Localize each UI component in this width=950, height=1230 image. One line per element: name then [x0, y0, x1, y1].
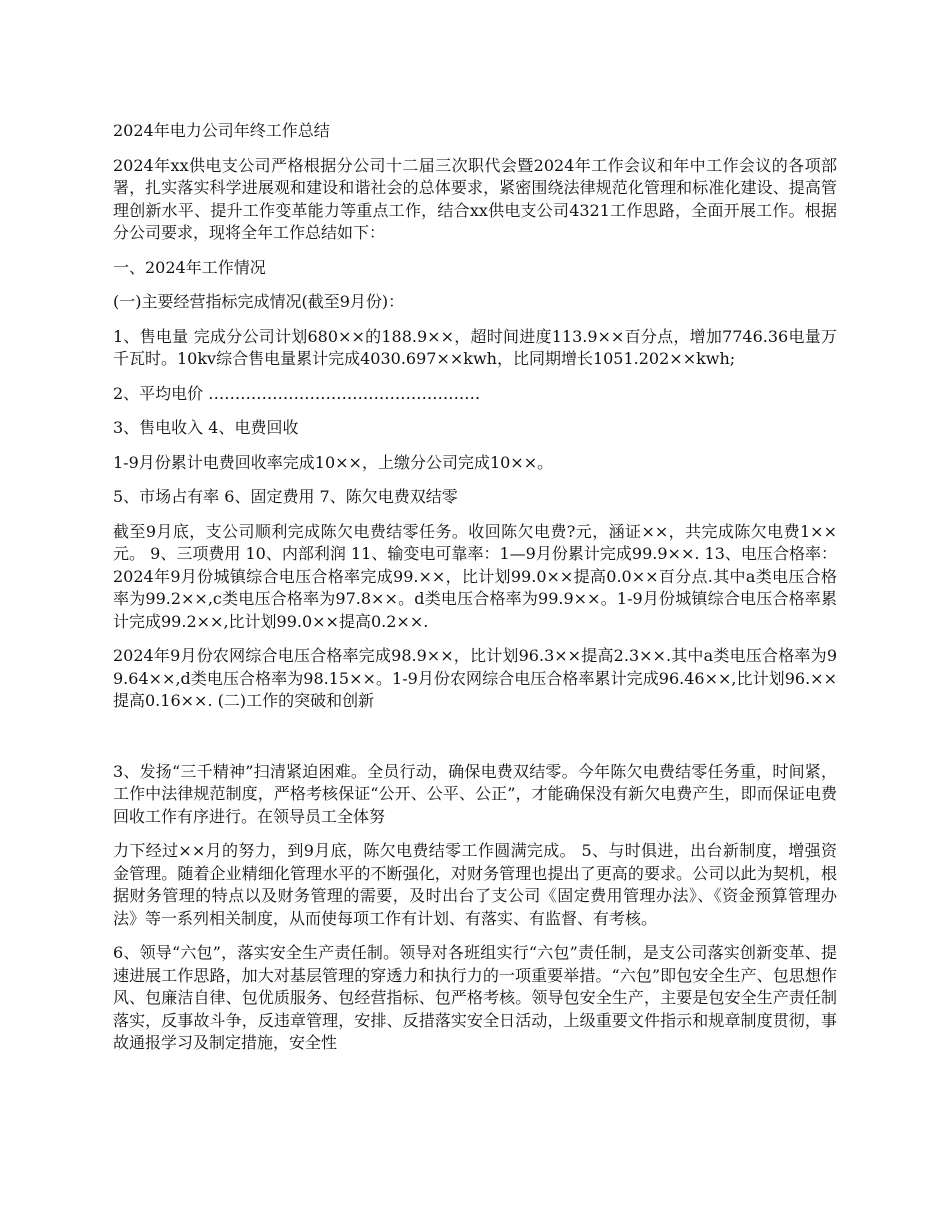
document-page: [113, 120, 837, 1067]
document-title: 2024年电力公司年终工作总结: [113, 121, 330, 140]
paragraph-arrears-voltage: 截至9月底，支公司顺利完成陈欠电费结零任务。收回陈欠电费?元，涵证××，共完成陈欠电费1××元。 9、三项费用 10、内部利润 11、输变电可靠率：1—9月份累计完成99.9××. 13、电压合格率：2024年9月份城镇综合电压合格率完成99.××，比计划99.0××提高0.0××百分点.其中a类电压合格率为99.2××,c类电压合格率为97.8××。d类电压合格率为99.9××。1-9月份城镇综合电压合格率累计完成99.2××,比计划99.0××提高0.2××.: [113, 521, 837, 631]
paragraph-recovery-rate: 1-9月份累计电费回收率完成10××，上缴分公司完成10××。: [113, 452, 554, 472]
section-gap: [113, 725, 837, 761]
paragraph-fund-management: 力下经过××月的努力，到9月底，陈欠电费结零工作圆满完成。 5、与时俱进，出台新制度，增强资金管理。随着企业精细化管理水平的不断强化，对财务管理也提出了更高的要求。公司以此为契机，根据财务管理的特点以及财务管理的需要，及时出台了支公司《固定费用管理办法》、《资金预算管理办法》等一系列相关制度，从而使每项工作有计划、有落实、有监督、有考核。: [113, 841, 837, 928]
paragraph-market-share: 5、市场占有率 6、固定费用 7、陈欠电费双结零: [113, 487, 458, 506]
paragraph-average-price: 2、平均电价 ……………………………………………: [113, 383, 481, 403]
paragraph-three-thousand-spirit: 3、发扬“三千精神”扫清紧迫困难。全员行动，确保电费双结零。今年陈欠电费结零任务重，时间紧，工作中法律规范制度，严格考核保证“公开、公平、公正”，才能确保没有新欠电费产生，即而保证电费回收工作有序进行。在领导员工全体努: [113, 761, 837, 826]
subsection-heading-1: (一)主要经营指标完成情况(截至9月份)：: [113, 292, 405, 311]
paragraph-rural-voltage: 2024年9月份农网综合电压合格率完成98.9××，比计划96.3××提高2.3××.其中a类电压合格率为99.64××,d类电压合格率为98.15××。1-9月份农网综合电压合格率累计完成96.46××,比计划96.××提高0.16××. (二)工作的突破和创新: [113, 646, 837, 710]
section-heading-1: 一、2024年工作情况: [113, 257, 266, 277]
paragraph-intro: 2024年xx供电支公司严格根据分公司十二届三次职代会暨2024年工作会议和年中工作会议的各项部署，扎实落实科学进展观和建设和谐社会的总体要求，紧密围绕法律规范化管理和标准化建设、提高管理创新水平、提升工作变革能力等重点工作，结合xx供电支公司4321工作思路，全面开展工作。根据分公司要求，现将全年工作总结如下：: [113, 155, 837, 242]
paragraph-revenue-recovery: 3、售电收入 4、电费回收: [113, 418, 299, 437]
paragraph-six-responsibilities: 6、领导“六包”，落实安全生产责任制。领导对各班组实行“六包”责任制，是支公司落实创新变革、提速进展工作思路，加大对基层管理的穿透力和执行力的一项重要举措。“六包”即包安全生产、包思想作风、包廉洁自律、包优质服务、包经营指标、包严格考核。领导包安全生产，主要是包安全生产责任制落实，反事故斗争，反违章管理，安排、反措落实安全日活动，上级重要文件指示和规章制度贯彻，事故通报学习及制定措施，安全性: [113, 943, 837, 1052]
paragraph-sales-volume: 1、售电量 完成分公司计划680××的188.9××，超时间进度113.9××百分点，增加7746.36电量万千瓦时。10kv综合售电量累计完成4030.697××kwh，比同期增长1051.202××kwh;: [113, 326, 837, 368]
